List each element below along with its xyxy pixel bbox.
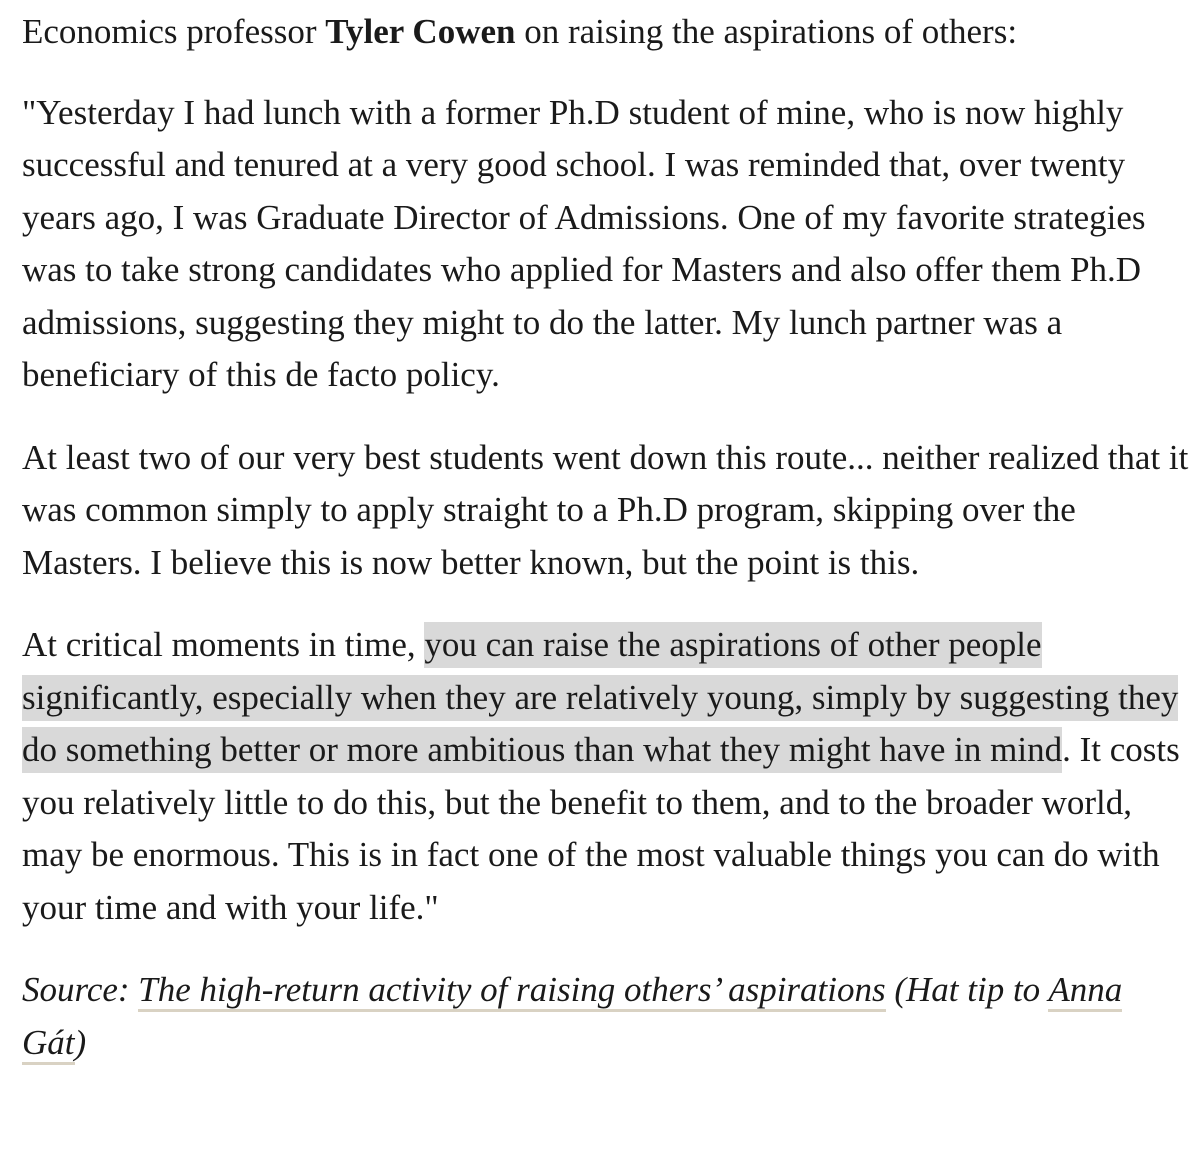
intro-prefix: Economics professor	[22, 12, 326, 51]
author-name: Tyler Cowen	[325, 12, 516, 51]
source-line	[22, 964, 1192, 1069]
source-label: Source:	[22, 970, 139, 1009]
quote-paragraph-1: "Yesterday I had lunch with a former Ph.D student of mine, who is now highly successful and tenured at a very good school. I was reminded that, over twenty years ago, I was Graduate Director of Admissions. One of my favorite strategies was to take strong candidates who applied for Masters and also offer them Ph.D admissions, suggesting they might to do the latter. My lunch partner was a beneficiary of this de facto policy.	[22, 92, 1146, 394]
source-close-paren: )	[74, 1022, 87, 1062]
quote-paragraph-3	[22, 619, 1192, 934]
article-body	[22, 6, 1192, 1069]
quote-paragraph-2: At least two of our very best students went down this route... neither realized that it was common simply to apply straight to a Ph.D program, skipping over the Masters. I believe this is now better known, but the point is this.	[22, 437, 1189, 582]
intro-paragraph	[22, 6, 1192, 59]
intro-suffix: on raising the aspirations of others:	[515, 12, 1018, 51]
hat-tip-text: (Hat tip to	[885, 970, 1049, 1009]
highlighted-text: you can raise the aspirations of other people significantly, especially when they are relatively young, simply by suggesting they do something better or more ambitious than what they might have in mind	[22, 622, 1178, 773]
quote-p3-before: At critical moments in time,	[22, 625, 425, 664]
hat-tip-person-link[interactable]: Anna Gát	[22, 970, 1122, 1065]
source-article-link[interactable]: The high-return activity of raising others’ aspirations	[138, 970, 885, 1012]
quote-p3-after: . It costs you relatively little to do this, but the benefit to them, and to the broader world, may be enormous. This is in fact one of the most valuable things you can do with your time and with your life."	[22, 730, 1180, 927]
